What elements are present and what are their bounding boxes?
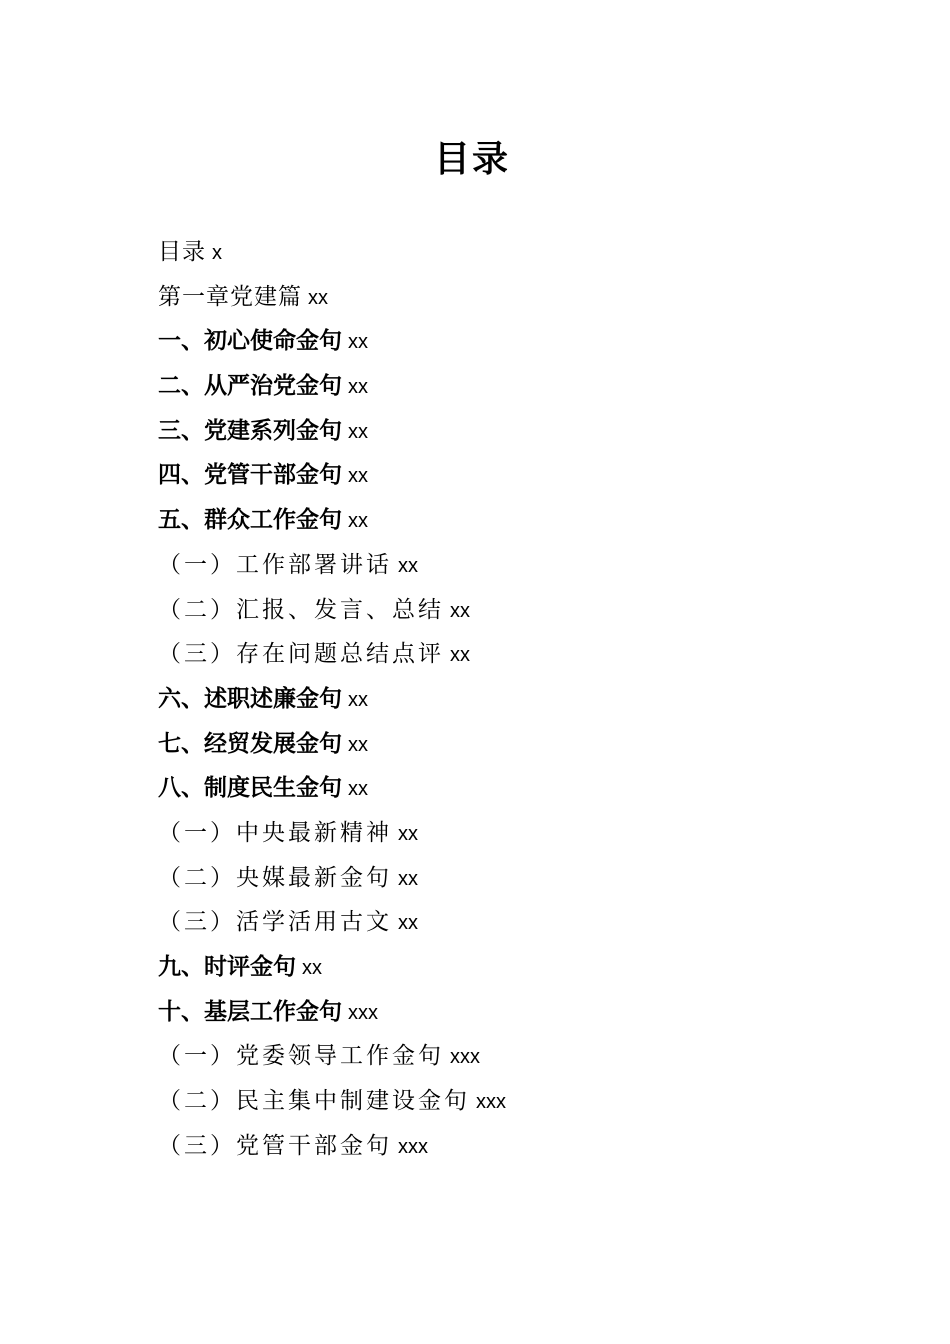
toc-entry-page-number: xx: [308, 286, 328, 309]
toc-entry[interactable]: [158, 275, 858, 320]
toc-entry[interactable]: [158, 990, 858, 1035]
toc-entry-page-number: xx: [398, 912, 418, 935]
toc-entry-label: （一）党委领导工作金句: [158, 1043, 444, 1070]
toc-entry[interactable]: [158, 1034, 858, 1079]
toc-entry-label: （三）存在问题总结点评: [158, 641, 444, 668]
toc-entry-page-number: xx: [348, 510, 368, 533]
toc-entry[interactable]: [158, 766, 858, 811]
toc-entry[interactable]: [158, 677, 858, 722]
toc-entry-page-number: xx: [450, 644, 470, 667]
toc-entry-page-number: xx: [348, 420, 368, 443]
toc-entry-page-number: xx: [398, 554, 418, 577]
toc-entry[interactable]: [158, 588, 858, 633]
toc-entry[interactable]: [158, 900, 858, 945]
toc-entry-page-number: xx: [348, 376, 368, 399]
toc-entry-label: （一）工作部署讲话: [158, 551, 392, 578]
toc-entry-page-number: xx: [398, 822, 418, 845]
toc-entry-label: 四、党管干部金句: [158, 462, 342, 489]
toc-entry-page-number: xx: [348, 778, 368, 801]
toc-entry-label: （二）汇报、发言、总结: [158, 596, 444, 623]
toc-entry-page-number: xxx: [348, 1001, 378, 1024]
toc-entry-label: 八、制度民生金句: [158, 775, 342, 802]
toc-entry-label: 二、从严治党金句: [158, 373, 342, 400]
toc-entry[interactable]: [158, 230, 858, 275]
toc-entry-label: 六、述职述廉金句: [158, 685, 342, 712]
toc-entry-page-number: xx: [450, 599, 470, 622]
toc-entry-page-number: xx: [348, 465, 368, 488]
toc-entry[interactable]: [158, 856, 858, 901]
toc-entry-page-number: xx: [348, 733, 368, 756]
toc-entry[interactable]: [158, 364, 858, 409]
toc-entry-label: 三、党建系列金句: [158, 417, 342, 444]
toc-entry[interactable]: [158, 543, 858, 588]
toc-entry-page-number: xx: [348, 331, 368, 354]
toc-entry-label: 一、初心使命金句: [158, 328, 342, 355]
toc-entry[interactable]: [158, 1124, 858, 1169]
page-title: 目录: [433, 138, 510, 180]
toc-entry-label: （三）党管干部金句: [158, 1132, 392, 1159]
toc-entry[interactable]: [158, 1079, 858, 1124]
toc-entry-label: 十、基层工作金句: [158, 998, 342, 1025]
toc-entry[interactable]: [158, 453, 858, 498]
toc-entry-label: （二）央媒最新金句: [158, 864, 392, 891]
toc-entry[interactable]: [158, 319, 858, 364]
toc-entry[interactable]: [158, 409, 858, 454]
toc-entry-label: 目录: [158, 239, 206, 265]
table-of-contents: [158, 230, 858, 1168]
toc-entry[interactable]: [158, 722, 858, 767]
toc-entry-label: 五、群众工作金句: [158, 507, 342, 534]
toc-entry-page-number: xx: [348, 688, 368, 711]
toc-entry-label: 七、经贸发展金句: [158, 730, 342, 757]
toc-entry-page-number: x: [212, 242, 222, 264]
toc-entry[interactable]: [158, 498, 858, 543]
toc-entry-page-number: xxx: [450, 1046, 480, 1069]
toc-entry[interactable]: [158, 945, 858, 990]
toc-entry-page-number: xxx: [476, 1091, 506, 1114]
toc-entry-label: （一）中央最新精神: [158, 819, 392, 846]
toc-entry-page-number: xx: [302, 957, 322, 979]
toc-entry-page-number: xx: [398, 867, 418, 890]
toc-entry[interactable]: [158, 811, 858, 856]
toc-entry-page-number: xxx: [398, 1135, 428, 1158]
toc-entry-label: 九、时评金句: [158, 954, 296, 980]
toc-entry-label: （二）民主集中制建设金句: [158, 1088, 470, 1115]
toc-entry[interactable]: [158, 632, 858, 677]
toc-entry-label: 第一章党建篇: [158, 283, 302, 310]
toc-entry-label: （三）活学活用古文: [158, 909, 392, 936]
